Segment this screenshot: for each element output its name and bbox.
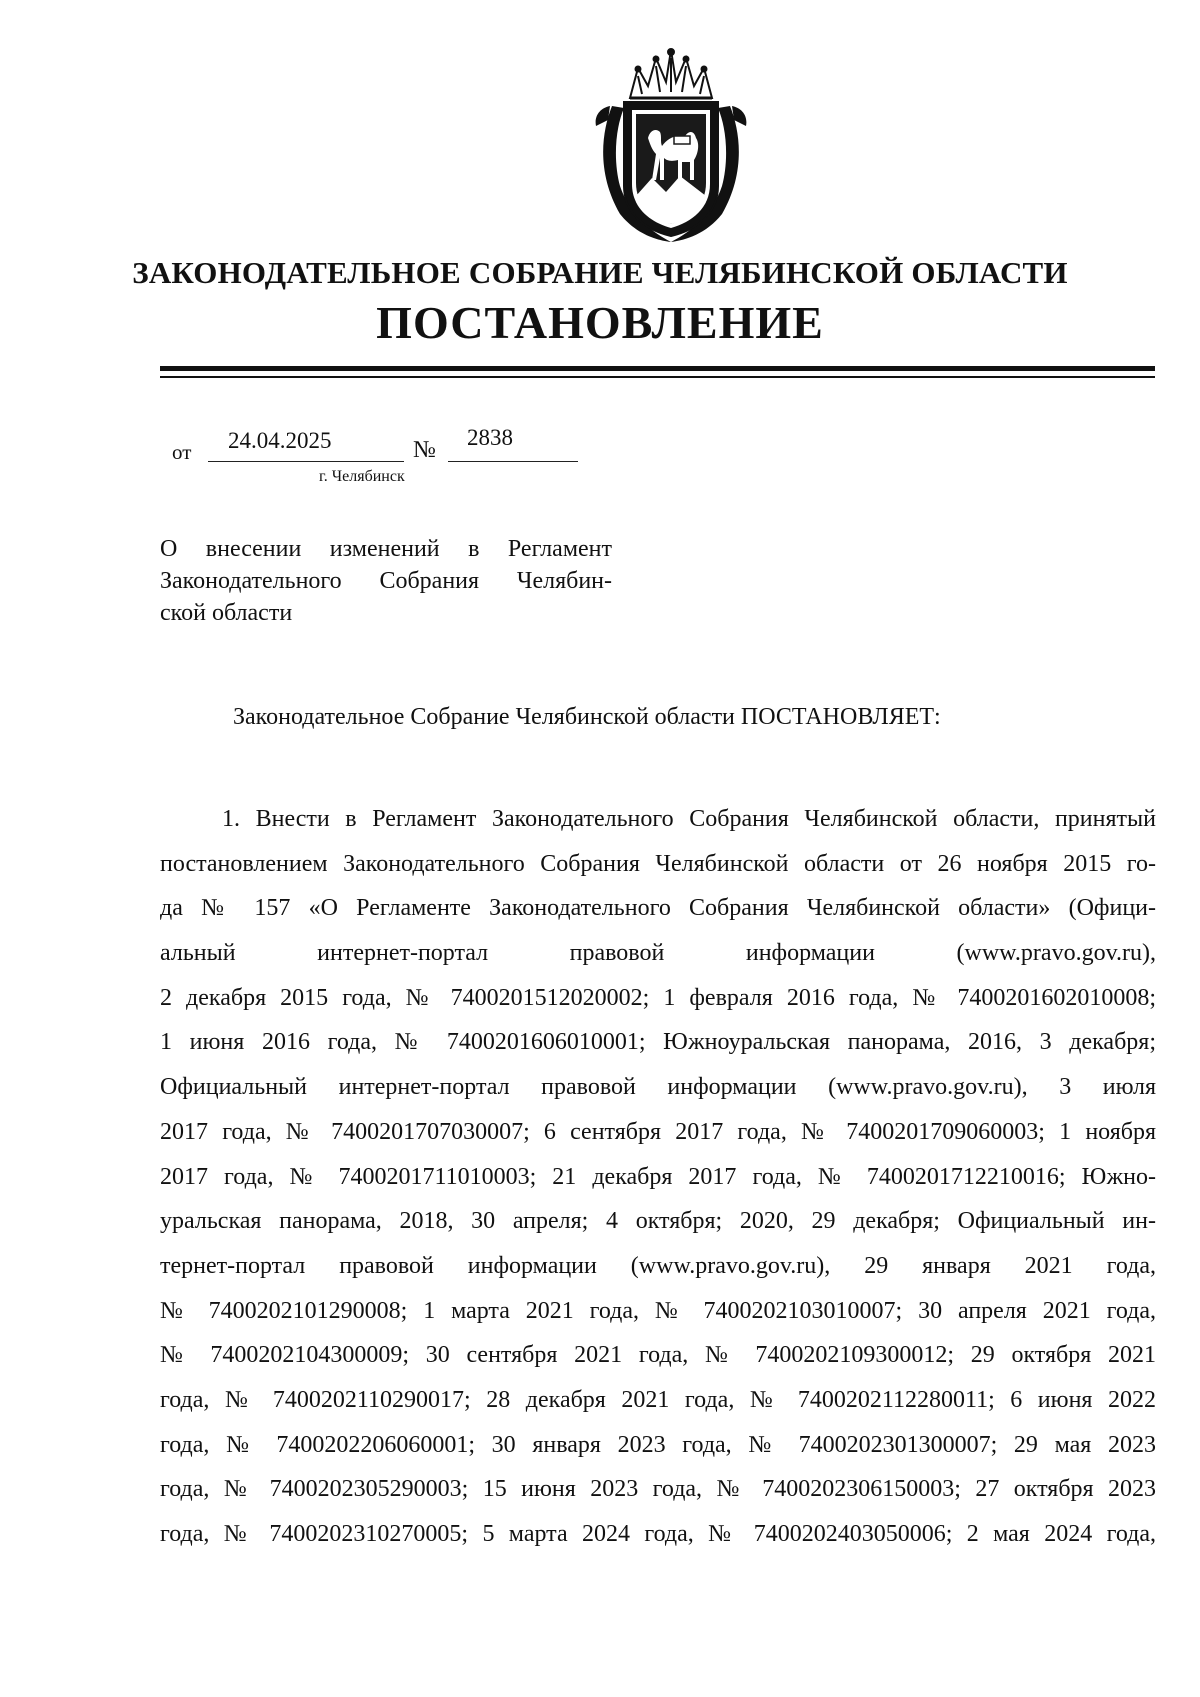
preamble: Законодательное Собрание Челябинской области ПОСТАНОВЛЯЕТ: [233, 704, 941, 730]
body-line: 2017 года, № 7400201711010003; 21 декабря 2017 года, № 7400201712210016; Южно- [160, 1163, 1156, 1190]
date-underline [208, 461, 404, 462]
organization-title: ЗАКОНОДАТЕЛЬНОЕ СОБРАНИЕ ЧЕЛЯБИНСКОЙ ОБЛАСТИ [132, 255, 1068, 290]
document-date: 24.04.2025 [228, 428, 332, 453]
body-line: № 7400202101290008; 1 марта 2021 года, № 7400202103010007; 30 апреля 2021 года, [160, 1297, 1156, 1324]
body-line: альный интернет-портал правовой информации (www.pravo.gov.ru), [160, 940, 1156, 967]
body-line: уральская панорама, 2018, 30 апреля; 4 октября; 2020, 29 декабря; Официальный ин- [160, 1208, 1156, 1235]
body-line: 1. Внести в Регламент Законодательного Собрания Челябинской области, принятый [222, 806, 1156, 832]
body-line: года, № 7400202310270005; 5 марта 2024 года, № 7400202403050006; 2 мая 2024 года, [160, 1521, 1156, 1547]
city-name: г. Челябинск [319, 468, 405, 485]
header-rule-thin [160, 376, 1155, 378]
from-label: от [172, 440, 192, 464]
document-type-title: ПОСТАНОВЛЕНИЕ [376, 297, 824, 348]
body-line: 2017 года, № 7400201707030007; 6 сентября 2017 года, № 7400201709060003; 1 ноября [160, 1118, 1156, 1145]
subject-line: Законодательного Собрания Челябин- [160, 568, 612, 594]
body-paragraph [160, 797, 1156, 1557]
body-line: № 7400202104300009; 30 сентября 2021 года, № 7400202109300012; 29 октября 2021 [160, 1342, 1156, 1369]
body-line: года, № 7400202305290003; 15 июня 2023 года, № 7400202306150003; 27 октября 2023 [160, 1476, 1156, 1503]
body-line: года, № 7400202206060001; 30 января 2023 года, № 7400202301300007; 29 мая 2023 [160, 1431, 1156, 1458]
subject-line: ской области [160, 600, 293, 626]
document-subject [160, 533, 612, 629]
subject-line: О внесении изменений в Регламент [160, 536, 612, 562]
body-line: года, № 7400202110290017; 28 декабря 2021 года, № 7400202112280011; 6 июня 2022 [160, 1386, 1156, 1413]
number-label: № [413, 437, 436, 463]
body-line: тернет-портал правовой информации (www.pravo.gov.ru), 29 января 2021 года, [160, 1252, 1156, 1279]
coat-of-arms-icon [590, 46, 752, 244]
document-number: 2838 [467, 425, 513, 450]
body-line: да № 157 «О Регламенте Законодательного Собрания Челябинской области» (Офици- [160, 895, 1156, 922]
body-line: постановлением Законодательного Собрания Челябинской области от 26 ноября 2015 го- [160, 850, 1156, 877]
body-line: 1 июня 2016 года, № 7400201606010001; Южноуральская панорама, 2016, 3 декабря; [160, 1029, 1156, 1056]
number-underline [448, 461, 578, 462]
header-rule-thick [160, 366, 1155, 371]
body-line: 2 декабря 2015 года, № 7400201512020002; 1 февраля 2016 года, № 7400201602010008; [160, 984, 1156, 1011]
body-line: Официальный интернет-портал правовой информации (www.pravo.gov.ru), 3 июля [160, 1074, 1156, 1101]
